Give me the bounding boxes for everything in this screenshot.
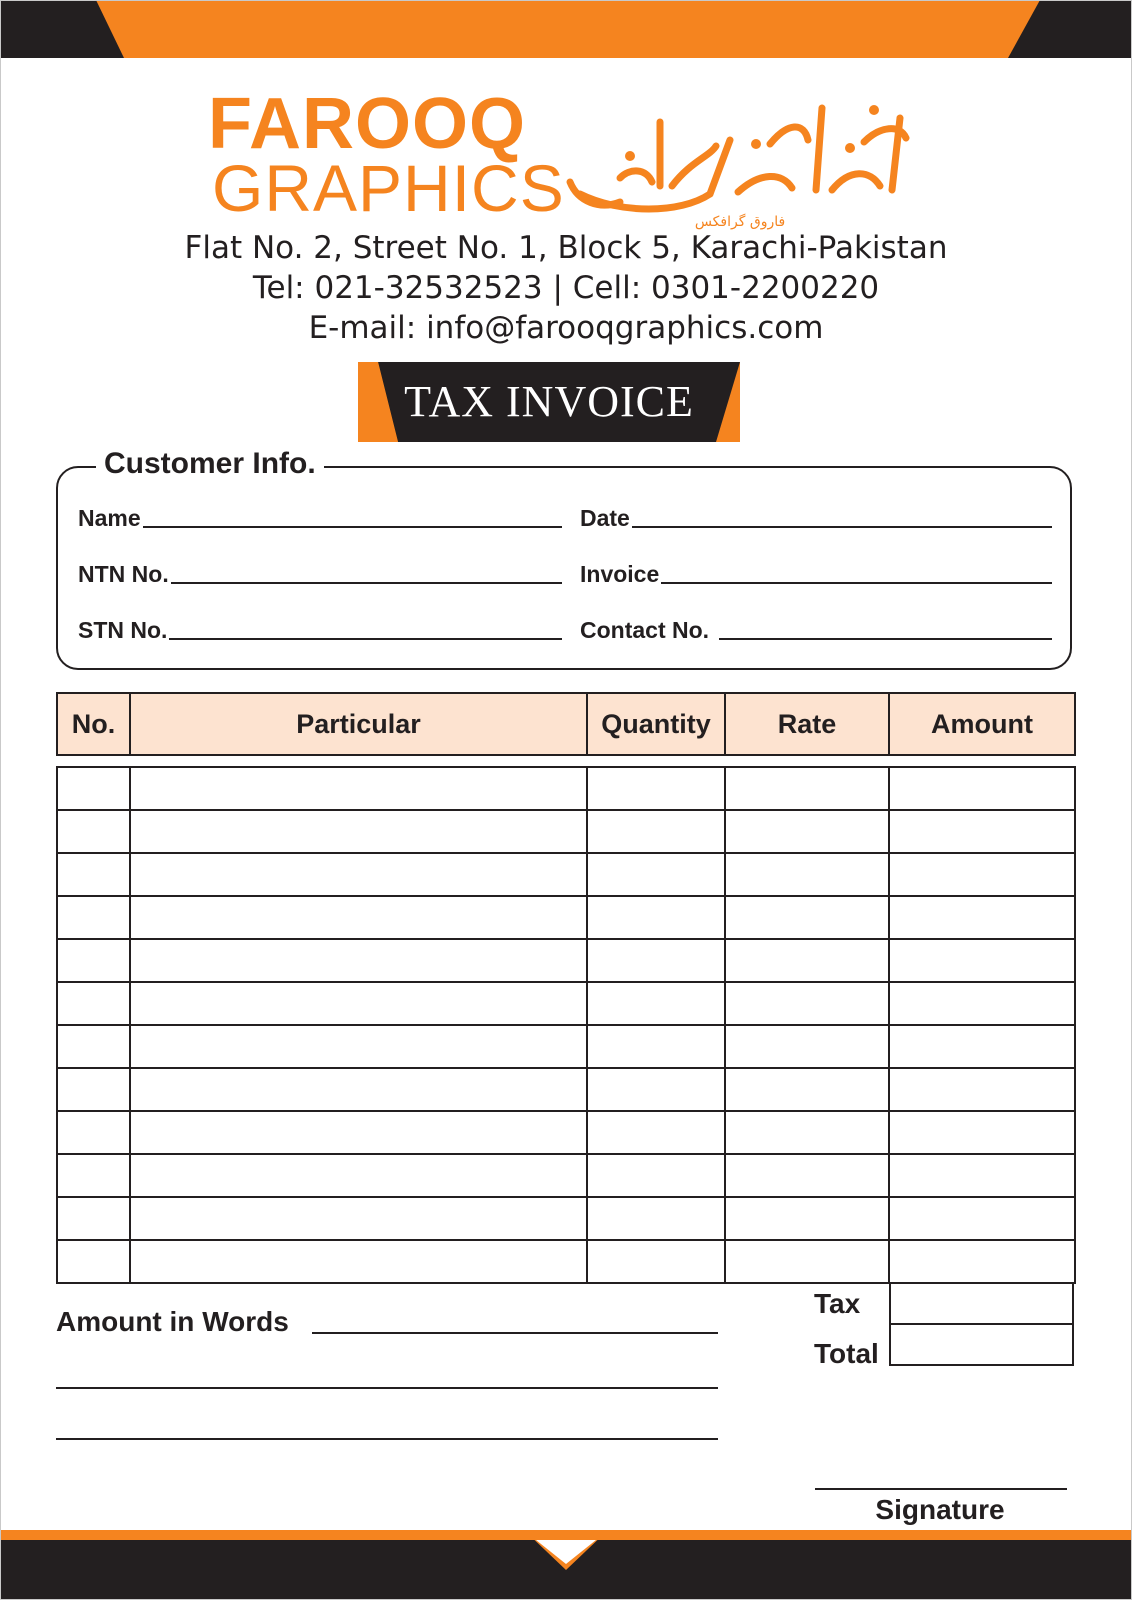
cell-no[interactable]: [57, 1068, 130, 1111]
amount-in-words-label: Amount in Words: [56, 1306, 289, 1337]
cell-no[interactable]: [57, 1240, 130, 1283]
invoice-line: [661, 581, 1052, 584]
cell-amount[interactable]: [889, 810, 1075, 853]
cell-rate[interactable]: [725, 939, 889, 982]
cell-quantity[interactable]: [587, 1197, 725, 1240]
cell-particular[interactable]: [130, 1068, 587, 1111]
cell-rate[interactable]: [725, 1025, 889, 1068]
cell-no[interactable]: [57, 1111, 130, 1154]
date-label: Date: [580, 505, 630, 531]
cell-amount[interactable]: [889, 1068, 1075, 1111]
cell-quantity[interactable]: [587, 1111, 725, 1154]
table-row[interactable]: [57, 1197, 1075, 1240]
cell-rate[interactable]: [725, 1111, 889, 1154]
stn-label: STN No.: [78, 617, 168, 643]
column-header-rate: Rate: [725, 693, 889, 755]
cell-no[interactable]: [57, 767, 130, 810]
items-table: [56, 692, 1076, 1284]
total-box[interactable]: [889, 1323, 1074, 1366]
cell-amount[interactable]: [889, 982, 1075, 1025]
tax-label: Tax: [814, 1288, 861, 1319]
date-field[interactable]: [580, 502, 1052, 532]
cell-rate[interactable]: [725, 810, 889, 853]
tax-box[interactable]: [889, 1282, 1074, 1325]
brand-name-line1: FAROOQ: [208, 84, 527, 164]
cell-amount[interactable]: [889, 767, 1075, 810]
cell-quantity[interactable]: [587, 767, 725, 810]
cell-particular[interactable]: [130, 1025, 587, 1068]
cell-amount[interactable]: [889, 939, 1075, 982]
table-row[interactable]: [57, 896, 1075, 939]
cell-particular[interactable]: [130, 1111, 587, 1154]
table-row[interactable]: [57, 939, 1075, 982]
cell-quantity[interactable]: [587, 1154, 725, 1197]
table-row[interactable]: [57, 767, 1075, 810]
cell-no[interactable]: [57, 1197, 130, 1240]
date-line: [632, 525, 1052, 528]
document-title: TAX INVOICE: [404, 377, 694, 426]
name-label: Name: [78, 505, 141, 531]
cell-particular[interactable]: [130, 853, 587, 896]
cell-particular[interactable]: [130, 939, 587, 982]
cell-rate[interactable]: [725, 853, 889, 896]
cell-quantity[interactable]: [587, 982, 725, 1025]
table-header-row: [57, 693, 1075, 755]
cell-quantity[interactable]: [587, 853, 725, 896]
ntn-label: NTN No.: [78, 561, 169, 587]
cell-amount[interactable]: [889, 1197, 1075, 1240]
cell-particular[interactable]: [130, 1240, 587, 1283]
top-decorative-bar: [0, 0, 1132, 60]
amount-in-words-line-1[interactable]: [312, 1332, 718, 1334]
table-row[interactable]: [57, 1240, 1075, 1283]
contact-label: Contact No.: [580, 617, 710, 643]
table-row[interactable]: [57, 982, 1075, 1025]
cell-quantity[interactable]: [587, 1068, 725, 1111]
invoice-label: Invoice: [580, 561, 660, 587]
cell-amount[interactable]: [889, 853, 1075, 896]
cell-quantity[interactable]: [587, 896, 725, 939]
table-row[interactable]: [57, 1154, 1075, 1197]
cell-no[interactable]: [57, 853, 130, 896]
signature-label: Signature: [875, 1494, 1005, 1525]
cell-amount[interactable]: [889, 1111, 1075, 1154]
column-header-particular: Particular: [130, 693, 587, 755]
name-field[interactable]: [78, 502, 562, 532]
cell-no[interactable]: [57, 982, 130, 1025]
cell-particular[interactable]: [130, 810, 587, 853]
customer-info-title: Customer Info.: [96, 444, 324, 484]
cell-amount[interactable]: [889, 1154, 1075, 1197]
name-line: [143, 525, 562, 528]
cell-particular[interactable]: [130, 896, 587, 939]
bottom-decorative-bar: [0, 1530, 1132, 1600]
table-row[interactable]: [57, 853, 1075, 896]
invoice-field[interactable]: [580, 558, 1052, 588]
cell-no[interactable]: [57, 896, 130, 939]
stn-field[interactable]: [78, 614, 562, 644]
urdu-logo-calligraphy: [560, 82, 920, 230]
cell-rate[interactable]: [725, 1240, 889, 1283]
table-row[interactable]: [57, 810, 1075, 853]
cell-quantity[interactable]: [587, 939, 725, 982]
cell-rate[interactable]: [725, 1154, 889, 1197]
ntn-field[interactable]: [78, 558, 562, 588]
email-line: E-mail: info@farooqgraphics.com: [308, 310, 824, 346]
stn-line: [169, 637, 562, 640]
urdu-logo-text: فاروق گرافکس: [694, 214, 786, 230]
phone-line: Tel: 021-32532523 | Cell: 0301-2200220: [252, 270, 880, 306]
amount-in-words-line-3[interactable]: [56, 1438, 718, 1440]
signature-line[interactable]: [815, 1488, 1067, 1490]
cell-no[interactable]: [57, 810, 130, 853]
cell-particular[interactable]: [130, 982, 587, 1025]
brand-name-line2: GRAPHICS: [212, 151, 565, 225]
cell-particular[interactable]: [130, 1154, 587, 1197]
contact-line: [719, 637, 1052, 640]
cell-rate[interactable]: [725, 982, 889, 1025]
cell-rate[interactable]: [725, 1068, 889, 1111]
contact-field[interactable]: [580, 614, 1052, 644]
cell-no[interactable]: [57, 939, 130, 982]
cell-rate[interactable]: [725, 1197, 889, 1240]
cell-amount[interactable]: [889, 1025, 1075, 1068]
total-label: Total: [814, 1338, 879, 1369]
cell-quantity[interactable]: [587, 1240, 725, 1283]
table-row[interactable]: [57, 1025, 1075, 1068]
column-header-quantity: Quantity: [587, 693, 725, 755]
cell-rate[interactable]: [725, 767, 889, 810]
cell-no[interactable]: [57, 1025, 130, 1068]
table-row[interactable]: [57, 1068, 1075, 1111]
address-line: Flat No. 2, Street No. 1, Block 5, Karachi-Pakistan: [184, 230, 948, 266]
cell-amount[interactable]: [889, 1240, 1075, 1283]
cell-amount[interactable]: [889, 896, 1075, 939]
table-row[interactable]: [57, 1111, 1075, 1154]
header-spacer: [57, 755, 1075, 767]
cell-no[interactable]: [57, 1154, 130, 1197]
cell-quantity[interactable]: [587, 810, 725, 853]
amount-in-words-line-2[interactable]: [56, 1387, 718, 1389]
cell-particular[interactable]: [130, 1197, 587, 1240]
cell-rate[interactable]: [725, 896, 889, 939]
column-header-no: No.: [57, 693, 130, 755]
cell-particular[interactable]: [130, 767, 587, 810]
column-header-amount: Amount: [889, 693, 1075, 755]
cell-quantity[interactable]: [587, 1025, 725, 1068]
ntn-line: [171, 581, 562, 584]
